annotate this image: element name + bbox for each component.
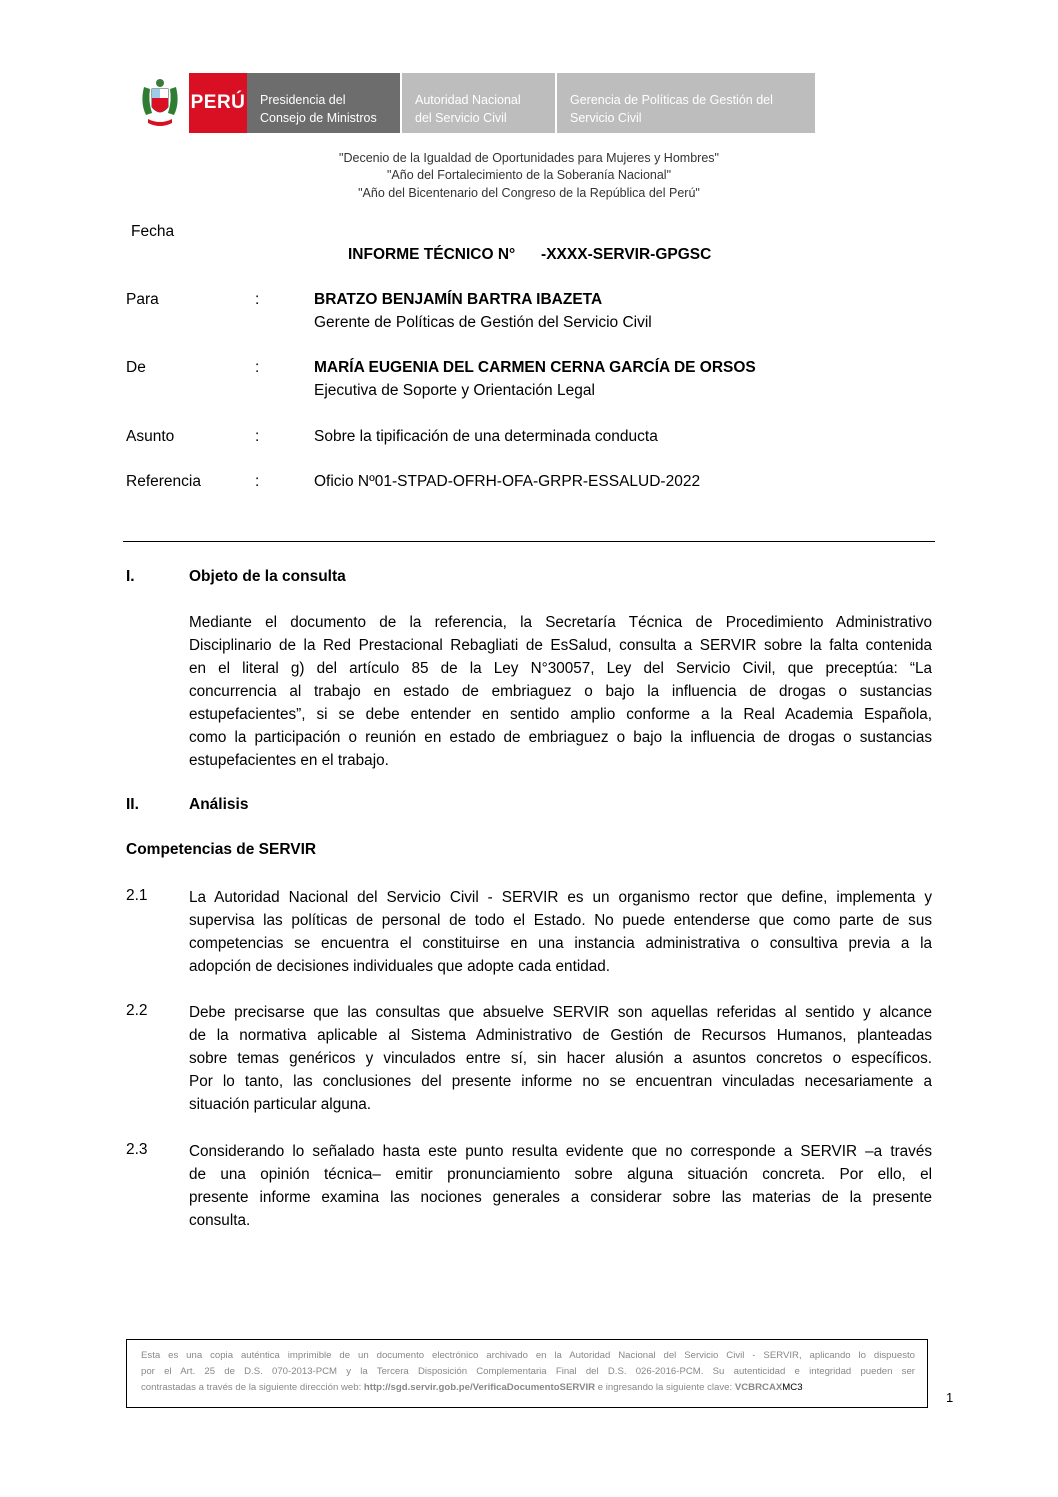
gpgsc-label: [557, 73, 815, 133]
section-2-title: Análisis: [189, 796, 249, 813]
motto-line-1: "Decenio de la Igualdad de Oportunidades para Mujeres y Hombres": [339, 151, 719, 165]
section-1-line-7: estupefacientes en el trabajo.: [189, 752, 389, 769]
coat-of-arms-icon: [131, 73, 189, 133]
verification-key-suffix: MC3: [782, 1382, 803, 1393]
pcm-line-1: Presidencia del: [260, 93, 346, 107]
motto-line-2: "Año del Fortalecimiento de la Soberanía Nacional": [386, 168, 672, 182]
section-2-number: II.: [126, 796, 139, 813]
verification-url-link[interactable]: http://sgd.servir.gob.pe/VerificaDocumentoSERVIR: [363, 1382, 596, 1393]
section-1-line-4: concurrencia al trabajo en estado de embriaguez o bajo la influencia de drogas o sustancias: [189, 683, 932, 700]
notice-line-3: [141, 1380, 915, 1396]
gpgsc-line-2: Servicio Civil: [570, 111, 642, 125]
fecha-label: Fecha: [131, 223, 175, 240]
item-2-1-line-2: supervisa las políticas de personal de todo el Estado. No puede entenderse que como parte de sus: [189, 912, 932, 929]
para-role: Gerente de Políticas de Gestión del Servicio Civil: [314, 314, 652, 331]
item-2-3-paragraph: [189, 1140, 932, 1232]
item-2-2-paragraph: [189, 1001, 932, 1116]
section-2-subheading: Competencias de SERVIR: [126, 841, 317, 858]
item-2-3-line-3: presente informe examina las nociones generales a considerar sobre las materias de la presente: [189, 1189, 932, 1206]
section-1-number: I.: [126, 568, 135, 585]
motto-line-3: "Año del Bicentenario del Congreso de la República del Perú": [358, 186, 700, 200]
ansc-line-1: Autoridad Nacional: [415, 93, 521, 107]
item-2-2-line-4: Por lo tanto, las conclusiones del presente informe no se encuentran vinculadas necesariamente a: [189, 1073, 932, 1090]
section-1-line-1: Mediante el documento de la referencia, la Secretaría Técnica de Procedimiento Administrativo: [189, 614, 932, 631]
document-title: INFORME TÉCNICO N° -XXXX-SERVIR-GPGSC: [348, 246, 712, 263]
para-colon: :: [255, 291, 260, 308]
pcm-label: [247, 73, 400, 133]
item-2-3-line-2: de una opinión técnica– emitir pronunciamiento sobre alguna situación concreta. Por ello, el: [189, 1166, 932, 1183]
item-2-3-line-1: Considerando lo señalado hasta este punto resulta evidente que no corresponde a SERVIR –a través: [189, 1143, 932, 1160]
item-2-1-line-1: La Autoridad Nacional del Servicio Civil - SERVIR es un organismo rector que define, implementa y: [189, 889, 932, 906]
notice-line-1: Esta es una copia auténtica imprimible de un documento electrónico archivado en la Autoridad Nacional del Servicio Civil - SERVIR, aplicando lo dispuesto: [141, 1350, 915, 1361]
section-1-line-3: en el literal g) del artículo 85 de la Ley N°30057, Ley del Servicio Civil, que preceptúa: “La: [189, 660, 932, 677]
item-2-2-number: 2.2: [126, 1002, 148, 1019]
section-1-line-6: como la participación o reunión en estado de embriaguez o bajo la influencia de drogas o sustancias: [189, 729, 932, 746]
item-2-1-paragraph: [189, 886, 932, 978]
asunto-label: Asunto: [126, 428, 175, 445]
section-1-title: Objeto de la consulta: [189, 568, 346, 585]
section-1-line-2: Disciplinario de la Red Prestacional Rebagliati de EsSalud, consulta a SERVIR sobre la falta contenida: [189, 637, 932, 654]
separator-line: [123, 541, 935, 542]
item-2-2-line-5: situación particular alguna.: [189, 1096, 371, 1113]
referencia-colon: :: [255, 473, 260, 490]
de-role: Ejecutiva de Soporte y Orientación Legal: [314, 382, 595, 399]
item-2-2-line-2: de la normativa aplicable al Sistema Administrativo de Gestión de Recursos Humanos, planteadas: [189, 1027, 932, 1044]
pcm-line-2: Consejo de Ministros: [260, 111, 377, 125]
item-2-1-line-3: competencias se encuentra el constituirse en una instancia administrativa o consultiva previa a la: [189, 935, 932, 952]
section-1-line-5: estupefacientes”, si se debe entender en sentido amplio conforme a la Real Academia Española,: [189, 706, 932, 723]
referencia-label: Referencia: [126, 473, 201, 490]
verification-key-prefix: VCBRCAX: [734, 1382, 783, 1393]
referencia-value: Oficio Nº01-STPAD-OFRH-OFA-GRPR-ESSALUD-2022: [314, 473, 701, 490]
para-label: Para: [126, 291, 159, 308]
authenticity-notice: [126, 1339, 928, 1408]
item-2-2-line-1: Debe precisarse que las consultas que absuelve SERVIR son aquellas referidas al sentido y alcance: [189, 1004, 932, 1021]
svg-text:·: ·: [159, 78, 161, 82]
notice-line-3-middle: e ingresando la siguiente clave:: [595, 1382, 735, 1393]
item-2-3-number: 2.3: [126, 1141, 148, 1158]
ansc-label: [402, 73, 555, 133]
peru-logo: PERÚ: [189, 73, 247, 133]
de-colon: :: [255, 359, 260, 376]
notice-line-2: por el Art. 25 de D.S. 070-2013-PCM y la Tercera Disposición Complementaria Final del D.S. 026-2016-PCM. Su autenticidad e integridad pueden ser: [141, 1366, 915, 1377]
para-name: BRATZO BENJAMÍN BARTRA IBAZETA: [314, 291, 603, 308]
ansc-line-2: del Servicio Civil: [415, 111, 507, 125]
item-2-1-line-4: adopción de decisiones individuales que adopte cada entidad.: [189, 958, 610, 975]
de-label: De: [126, 359, 146, 376]
institution-logo-band: [131, 73, 821, 133]
section-1-paragraph: [189, 611, 932, 772]
de-name: MARÍA EUGENIA DEL CARMEN CERNA GARCÍA DE ORSOS: [314, 359, 756, 376]
item-2-1-number: 2.1: [126, 887, 148, 904]
page-number: 1: [946, 1390, 954, 1405]
item-2-3-line-4: consulta.: [189, 1212, 251, 1229]
asunto-colon: :: [255, 428, 260, 445]
asunto-value: Sobre la tipificación de una determinada conducta: [314, 428, 658, 445]
item-2-2-line-3: sobre temas genéricos y vinculados entre sí, sin hacer alusión a asuntos concretos o específicos.: [189, 1050, 932, 1067]
gpgsc-line-1: Gerencia de Políticas de Gestión del: [570, 93, 773, 107]
notice-line-3-prefix: contrastadas a través de la siguiente dirección web:: [141, 1382, 364, 1393]
